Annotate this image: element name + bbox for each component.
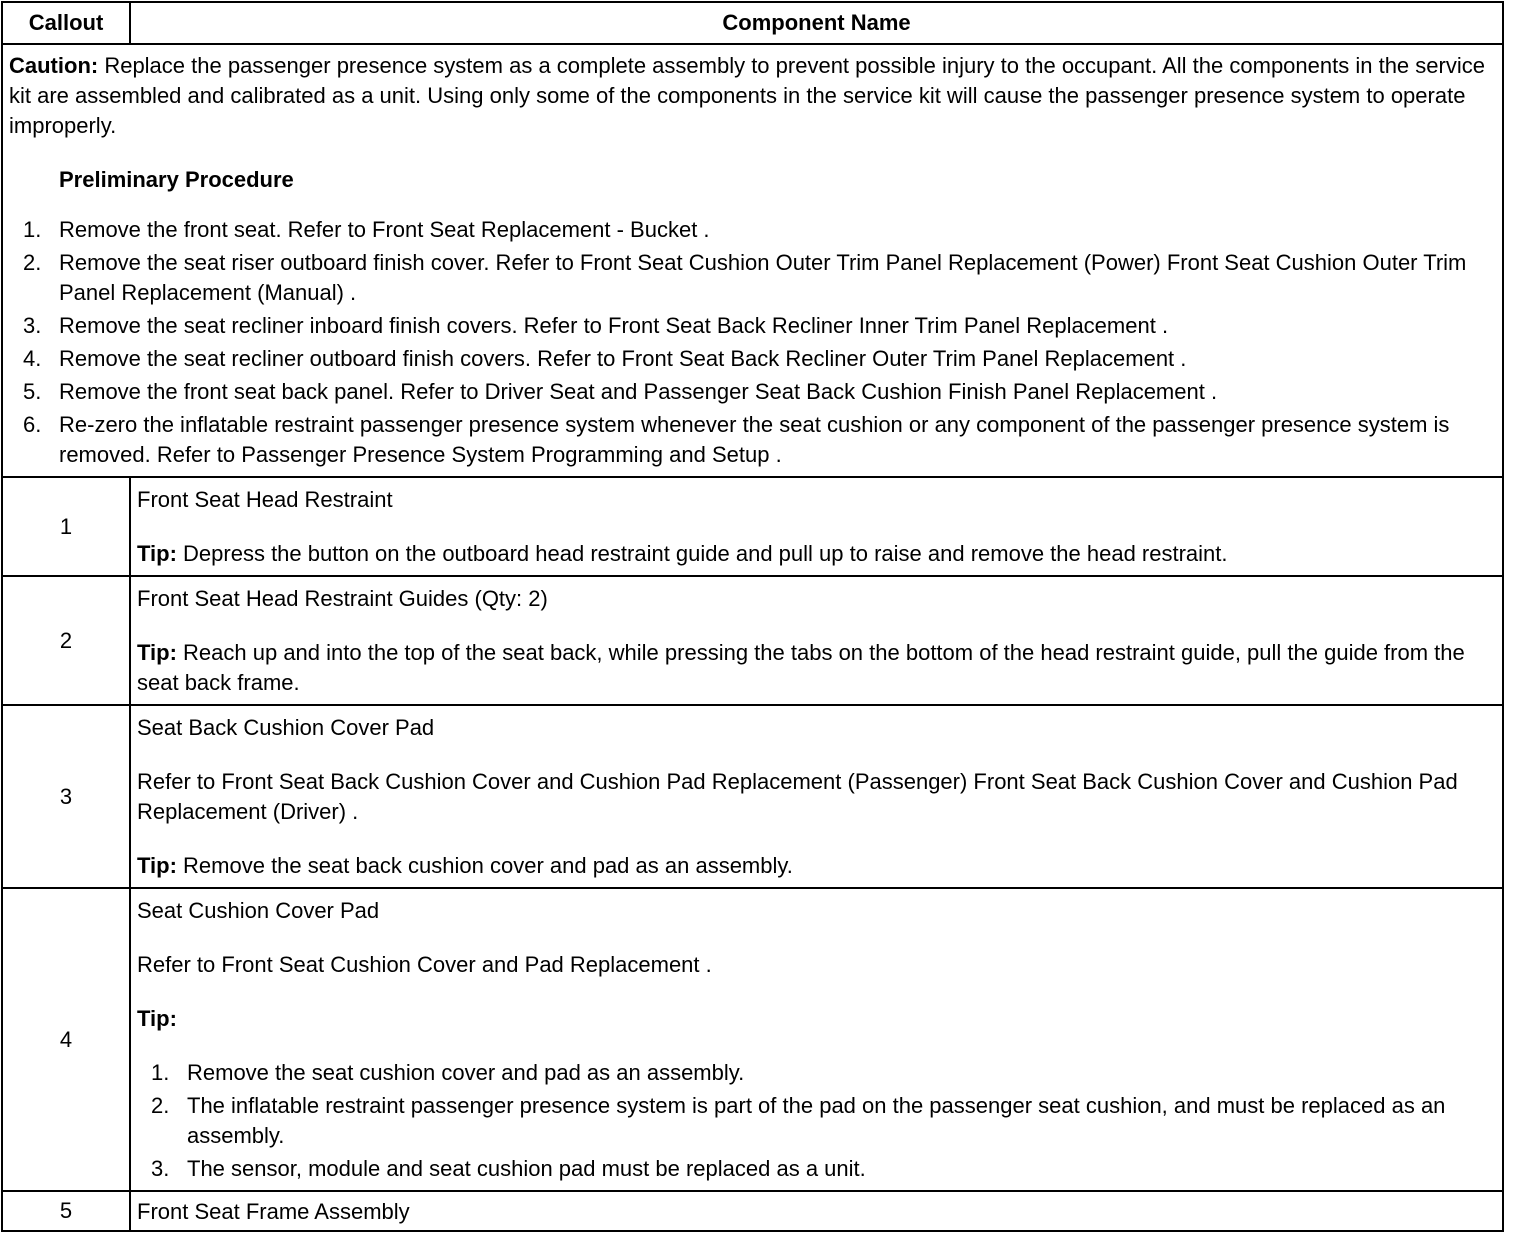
- step-text: Remove the seat riser outboard finish cover. Refer to Front Seat Cushion Outer Trim Panel Replacement (Power) Front Seat Cushion Outer Trim Panel Replacement (Manual) .: [59, 250, 1467, 305]
- component-table: [1, 1, 1504, 1232]
- intro-cell: [2, 44, 1503, 477]
- table-row: [2, 477, 1503, 576]
- intro-row: [2, 44, 1503, 477]
- header-callout: Callout: [2, 2, 130, 44]
- step-number: 2.: [23, 250, 42, 275]
- component-name: Seat Cushion Cover Pad: [137, 898, 380, 923]
- refer-paragraph: Refer to Front Seat Back Cushion Cover and Cushion Pad Replacement (Passenger) Front Seat Back Cushion Cover and Cushion Pad Replacement (Driver) .: [137, 769, 1458, 824]
- callout-number: 2: [2, 576, 130, 705]
- step-text: Remove the seat recliner inboard finish covers. Refer to Front Seat Back Recliner Inner Trim Panel Replacement .: [59, 313, 1169, 338]
- component-cell: [130, 1191, 1503, 1231]
- step-text: Re-zero the inflatable restraint passenger presence system whenever the seat cushion or any component of the passenger presence system is removed. Refer to Passenger Presence System Programming and Setup .: [59, 412, 1450, 467]
- step-text: The inflatable restraint passenger presence system is part of the pad on the passenger seat cushion, and must be replaced as an assembly.: [187, 1093, 1446, 1148]
- tip-paragraph: [137, 851, 1496, 881]
- step-text: Remove the seat recliner outboard finish covers. Refer to Front Seat Back Recliner Outer Trim Panel Replacement .: [59, 346, 1187, 371]
- tip-label: Tip:: [137, 1006, 177, 1031]
- callout-number: 4: [2, 888, 130, 1191]
- step-text: Remove the seat cushion cover and pad as an assembly.: [187, 1060, 745, 1085]
- tip-step: [137, 1091, 1496, 1151]
- step-text: Remove the front seat. Refer to Front Seat Replacement - Bucket .: [59, 217, 710, 242]
- tip-steps-list: [137, 1058, 1496, 1184]
- preliminary-step: [9, 410, 1496, 470]
- step-number: 4.: [23, 346, 42, 371]
- component-cell: [130, 888, 1503, 1191]
- step-number: 6.: [23, 412, 42, 437]
- component-name: Front Seat Head Restraint Guides (Qty: 2): [137, 586, 548, 611]
- table-row: [2, 888, 1503, 1191]
- tip-text: Reach up and into the top of the seat back, while pressing the tabs on the bottom of the head restraint guide, pull the guide from the seat back frame.: [137, 640, 1465, 695]
- table-header-row: [2, 2, 1503, 44]
- tip-paragraph: [137, 539, 1496, 569]
- preliminary-steps-list: [9, 215, 1496, 470]
- step-number: 1.: [151, 1060, 170, 1085]
- component-name: Front Seat Head Restraint: [137, 487, 393, 512]
- tip-step: [137, 1058, 1496, 1088]
- caution-text: Replace the passenger presence system as a complete assembly to prevent possible injury to the occupant. All the components in the service kit are assembled and calibrated as a unit. Using only some of the components in the service kit will cause the passenger presence system to operate improperly.: [9, 53, 1485, 138]
- component-name: Front Seat Frame Assembly: [137, 1199, 410, 1224]
- callout-number: 5: [2, 1191, 130, 1231]
- preliminary-step: [9, 377, 1496, 407]
- tip-label: Tip:: [137, 640, 177, 665]
- table-row: [2, 1191, 1503, 1231]
- callout-number: 1: [2, 477, 130, 576]
- component-cell: [130, 705, 1503, 888]
- header-component-name: Component Name: [130, 2, 1503, 44]
- refer-paragraph: Refer to Front Seat Cushion Cover and Pad Replacement .: [137, 952, 712, 977]
- component-cell: [130, 477, 1503, 576]
- caution-label: Caution:: [9, 53, 99, 78]
- tip-label: Tip:: [137, 541, 177, 566]
- preliminary-step: [9, 248, 1496, 308]
- callout-number: 3: [2, 705, 130, 888]
- tip-step: [137, 1154, 1496, 1184]
- tip-paragraph: [137, 1004, 1496, 1034]
- step-number: 3.: [151, 1156, 170, 1181]
- preliminary-step: [9, 344, 1496, 374]
- tip-text: Depress the button on the outboard head restraint guide and pull up to raise and remove the head restraint.: [176, 541, 1228, 566]
- step-number: 5.: [23, 379, 42, 404]
- step-number: 1.: [23, 217, 42, 242]
- tip-paragraph: [137, 638, 1496, 698]
- preliminary-step: [9, 311, 1496, 341]
- component-name: Seat Back Cushion Cover Pad: [137, 715, 435, 740]
- tip-text: Remove the seat back cushion cover and pad as an assembly.: [176, 853, 793, 878]
- tip-label: Tip:: [137, 853, 177, 878]
- preliminary-procedure-title: Preliminary Procedure: [59, 167, 294, 192]
- step-number: 2.: [151, 1093, 170, 1118]
- step-text: Remove the front seat back panel. Refer to Driver Seat and Passenger Seat Back Cushion Finish Panel Replacement .: [59, 379, 1218, 404]
- step-text: The sensor, module and seat cushion pad must be replaced as a unit.: [187, 1156, 866, 1181]
- component-cell: [130, 576, 1503, 705]
- preliminary-step: [9, 215, 1496, 245]
- caution-paragraph: [9, 51, 1496, 141]
- table-row: [2, 576, 1503, 705]
- step-number: 3.: [23, 313, 42, 338]
- table-row: [2, 705, 1503, 888]
